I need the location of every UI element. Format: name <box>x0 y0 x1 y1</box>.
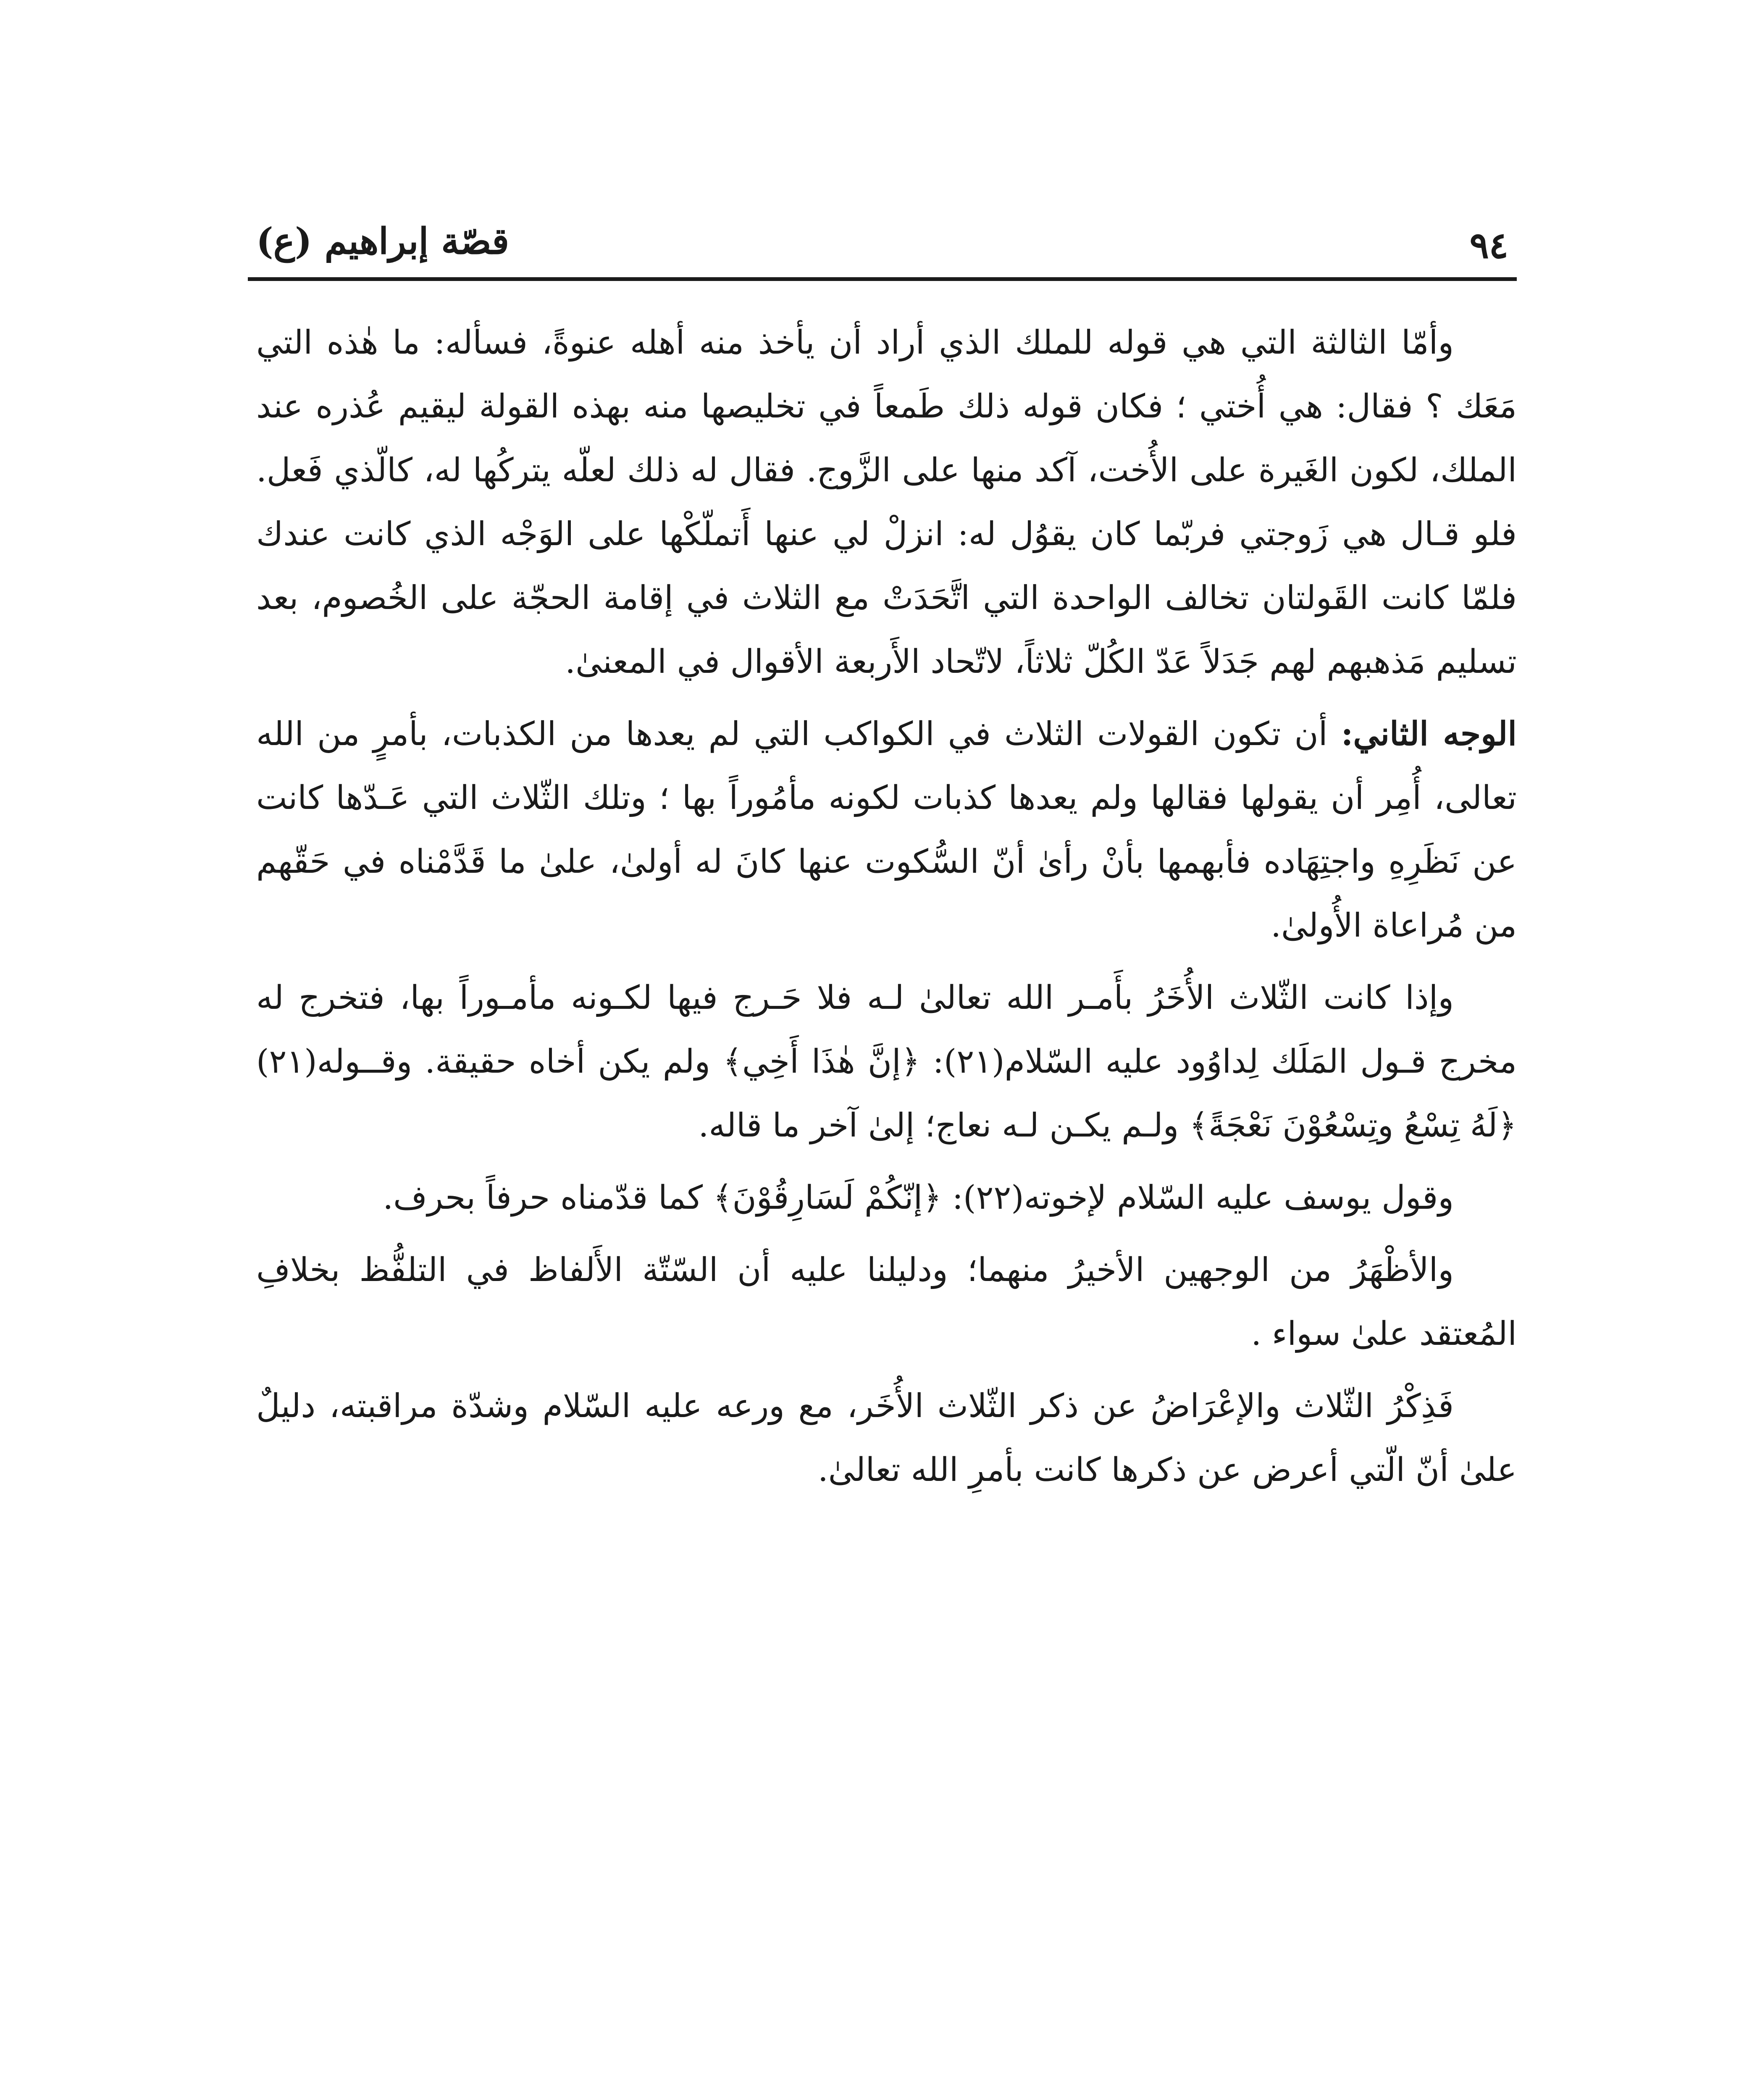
header-rule <box>248 277 1517 281</box>
paragraph-clearer-view: والأظْهَرُ من الوجهين الأخيرُ منهما؛ ودليلنا عليه أن السّتّة الأَلفاظ في التلفُّظ بخلافِ المُعتقد علىٰ سواء . <box>256 1251 1517 1353</box>
paragraph-conclusion: فَذِكْرُ الثّلاث والإعْرَاضُ عن ذكر الثّلاث الأُخَر، مع ورعه عليه السّلام وشدّة مراقبته، دليلٌ علىٰ أنّ الّتي أعرض عن ذكرها كانت بأمرِ الله تعالىٰ. <box>256 1387 1517 1489</box>
paragraph-other-three: وإذا كانت الثّلاث الأُخَرُ بأَمـر الله تعالىٰ لـه فلا حَـرج فيها لكـونه مأمـوراً بها، فتخرج له مخرج قـول المَلَك لِداوُود عليه السّلام(٢١): ﴿إنَّ هٰذَا أَخِي﴾ ولم يكن أخاه حقيقة. وقــوله(٢١) ﴿لَهُ تِسْعُ وتِسْعُوْنَ نَعْجَةً﴾ ولـم يكـن لـه نعاج؛ إلىٰ آخر ما قاله. <box>256 979 1517 1144</box>
paragraph-yusuf: وقول يوسف عليه السّلام لإخوته(٢٢): ﴿إنّكُمْ لَسَارِقُوْنَ﴾ كما قدّمناه حرفاً بحرف. <box>383 1179 1454 1217</box>
running-head <box>248 210 1517 273</box>
body-text <box>256 311 1517 1510</box>
running-title: قصّة إبراهيم (ع) <box>256 220 510 262</box>
paragraph-second-aspect <box>256 702 1517 958</box>
paragraph-third-statement: وأمّا الثالثة التي هي قوله للملك الذي أراد أن يأخذ منه أهله عنوةً، فسأله: ما هٰذه التي مَعَك ؟ فقال: هي أُختي ؛ فكان قوله ذلك طَمعاً في تخليصها منه بهذه القولة ليقيم عُذره عند الملك، لكون الغَيرة على الأُخت، آكد منها على الزَّوج. فقال له ذلك لعلّه يتركُها له، كالّذي فَعل. فلو قـال هي زَوجتي فربّما كان يقوُل له: انزلْ لي عنها أَتملّكْها على الوَجْه الذي كانت عندك فلمّا كانت القَولتان تخالف الواحدة التي اتَّحَدَتْ مع الثلاث في إقامة الحجّة على الخُصوم، بعد تسليم مَذهبهم لهم جَدَلاً عَدّ الكُلّ ثلاثاً، لاتّحاد الأَربعة الأقوال في المعنىٰ. <box>256 324 1517 681</box>
second-aspect-heading: الوجه الثاني: <box>1341 715 1517 753</box>
second-aspect-text: أن تكون القولات الثلاث في الكواكب التي لم يعدها من الكذبات، بأمرٍ من الله تعالى، أُمِر أن يقولها فقالها ولم يعدها كذبات لكونه مأمُوراً بها ؛ وتلك الثّلاث التي عَـدّها كانت عن نَظَرِهِ واجتِهَاده فأبهمها بأنْ رأىٰ أنّ السُّكوت عنها كانَ له أولىٰ، علىٰ ما قَدَّمْناه في حَقّهم من مُراعاة الأُولىٰ. <box>256 715 1517 945</box>
page-number: ٩٤ <box>1469 224 1508 267</box>
